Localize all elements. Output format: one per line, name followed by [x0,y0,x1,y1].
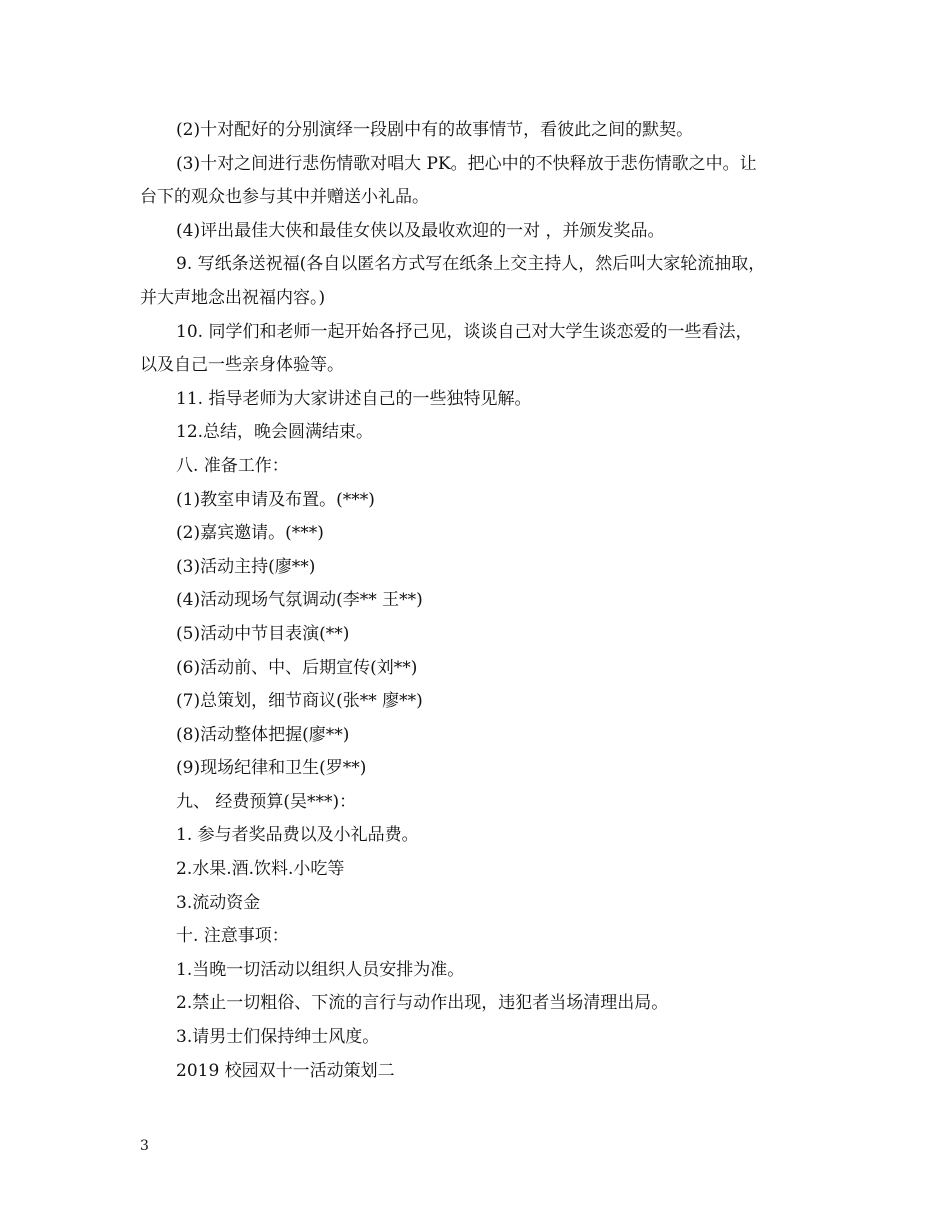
list-item: (7)总策划，细节商议(张** 廖**) [176,691,423,712]
list-item: (8)活动整体把握(廖**) [176,724,350,745]
section-heading: 八. 准备工作： [176,455,289,476]
paragraph-line: (3)十对之间进行悲伤情歌对唱大 PK。把心中的不快释放于悲伤情歌之中。让 [176,153,757,174]
list-item: (9)现场纪律和卫生(罗**) [176,758,367,779]
paragraph-line: 台下的观众也参与其中并赠送小礼品。 [140,187,429,208]
paragraph-line: (2)十对配好的分别演绎一段剧中有的故事情节，看彼此之间的默契。 [176,120,694,140]
document-subtitle: 2019 校园双十一活动策划二 [176,1060,395,1081]
list-item: 2.水果.酒.饮料.小吃等 [176,859,345,880]
list-item: (6)活动前、中、后期宣传(刘**) [176,657,418,678]
paragraph-line: (4)评出最佳大侠和最佳女侠以及最收欢迎的一对 ，并颁发奖品。 [176,220,665,241]
paragraph-line: 10. 同学们和老师一起开始各抒己见，谈谈自己对大学生谈恋爱的一些看法， [176,321,753,342]
list-item: (4)活动现场气氛调动(李** 王**) [176,590,423,611]
paragraph-line: 9. 写纸条送祝福(各自以匿名方式写在纸条上交主持人，然后叫大家轮流抽取， [176,254,766,275]
list-item: 3.流动资金 [176,892,261,913]
page-number: 3 [140,1138,149,1154]
section-heading: 十. 注意事项： [176,926,289,947]
list-item: (5)活动中节目表演(**) [176,623,350,644]
list-item: (3)活动主持(廖**) [176,556,316,577]
list-item: 1.当晚一切活动以组织人员安排为准。 [176,959,465,980]
paragraph-line: 以及自己一些亲身体验等。 [140,355,344,376]
paragraph-line: 11. 指导老师为大家讲述自己的一些独特见解。 [176,388,532,409]
list-item: (2)嘉宾邀请。(***) [176,523,324,544]
section-heading: 九、 经费预算(吴***)： [176,791,357,812]
paragraph-line: 并大声地念出祝福内容。) [140,287,326,308]
paragraph-line: 12.总结，晚会圆满结束。 [176,422,374,443]
list-item: (1)教室申请及布置。(***) [176,489,375,510]
list-item: 3.请男士们保持绅士风度。 [176,1027,380,1048]
list-item: 1. 参与者奖品费以及小礼品费。 [176,825,419,846]
list-item: 2.禁止一切粗俗、下流的言行与动作出现，违犯者当场清理出局。 [176,993,669,1014]
document-body [140,114,820,1088]
